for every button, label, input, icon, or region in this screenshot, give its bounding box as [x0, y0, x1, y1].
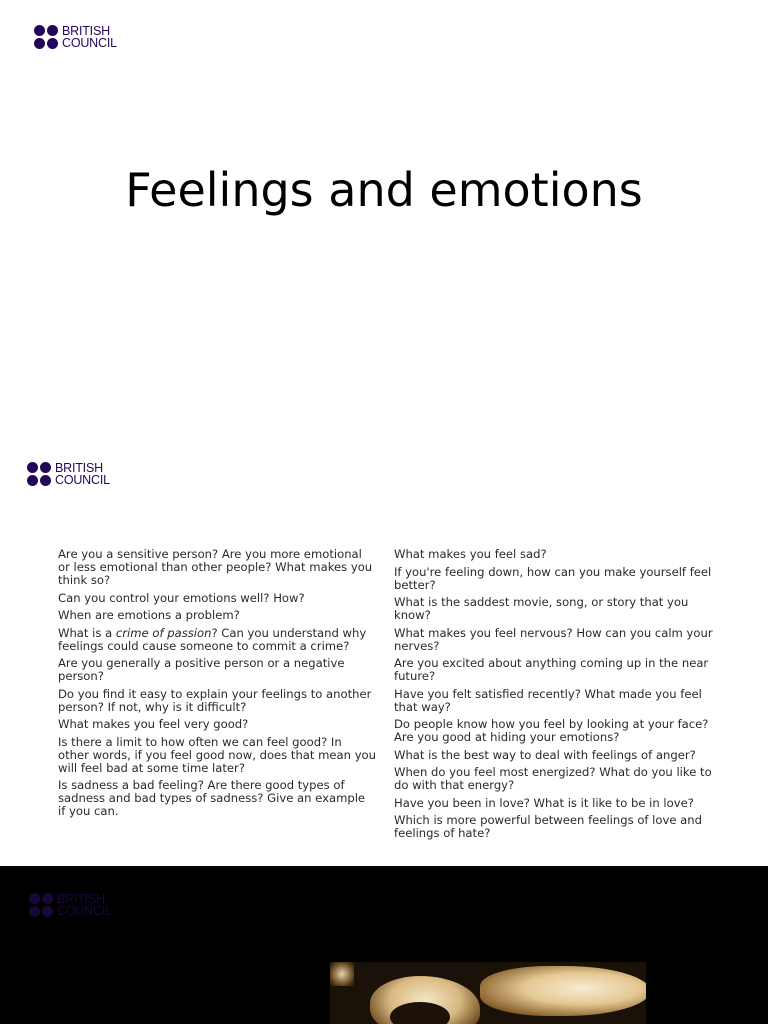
title-slide: [0, 0, 768, 432]
question: Is there a limit to how often we can feel good? In other words, if you feel good now, does that mean you will feel bad at some time later?: [58, 734, 377, 775]
slide-title: Feelings and emotions: [125, 163, 643, 217]
question: Which is more powerful between feelings of love and feelings of hate?: [394, 813, 702, 840]
slide-photo: [330, 962, 646, 1024]
questions-slide: [0, 432, 768, 866]
question-crime-of-passion: What is a crime of passion? Can you understand why feelings could cause someone to commit a crime?: [58, 625, 367, 653]
question: Is sadness a bad feeling? Are there good types of sadness and bad types of sadness? Give an example if you can.: [58, 778, 366, 818]
question: What makes you feel very good?: [58, 717, 249, 731]
question: When do you feel most energized? What do you like to do with that energy?: [394, 765, 712, 792]
question: Have you been in love? What is it like to be in love?: [394, 795, 694, 810]
logo-dots-icon: [27, 462, 51, 486]
question: Can you control your emotions well? How?: [58, 590, 305, 605]
british-council-logo: [27, 462, 110, 486]
question: What is the best way to deal with feelings of anger?: [394, 747, 696, 762]
emphasis-crime-of-passion: crime of passion: [115, 625, 212, 640]
questions-right-column: [394, 548, 714, 845]
question: What makes you feel sad?: [394, 547, 547, 561]
questions-left-column: [58, 548, 376, 823]
question: What is the saddest movie, song, or story that you know?: [394, 595, 689, 622]
question: If you're feeling down, how can you make yourself feel better?: [394, 564, 712, 592]
question: What makes you feel nervous? How can you calm your nerves?: [394, 625, 713, 653]
logo-wordmark: BRITISH COUNCIL: [57, 892, 112, 918]
british-council-logo: [29, 893, 112, 917]
question: Do you find it easy to explain your feelings to another person? If not, why is it difficult?: [58, 686, 372, 714]
question: Have you felt satisfied recently? What made you feel that way?: [394, 686, 702, 714]
logo-wordmark: BRITISH COUNCIL: [62, 24, 117, 50]
question: When are emotions a problem?: [58, 608, 240, 622]
question: Are you excited about anything coming up in the near future?: [394, 656, 709, 683]
question: Are you generally a positive person or a negative person?: [58, 656, 345, 683]
logo-dots-icon: [29, 893, 53, 917]
logo-wordmark: BRITISH COUNCIL: [55, 461, 110, 487]
question: Are you a sensitive person? Are you more emotional or less emotional than other people? What makes you think so?: [58, 547, 373, 587]
question: Do people know how you feel by looking at your face? Are you good at hiding your emotions?: [394, 717, 709, 744]
image-slide: [0, 866, 768, 1024]
british-council-logo: [34, 25, 117, 49]
logo-dots-icon: [34, 25, 58, 49]
